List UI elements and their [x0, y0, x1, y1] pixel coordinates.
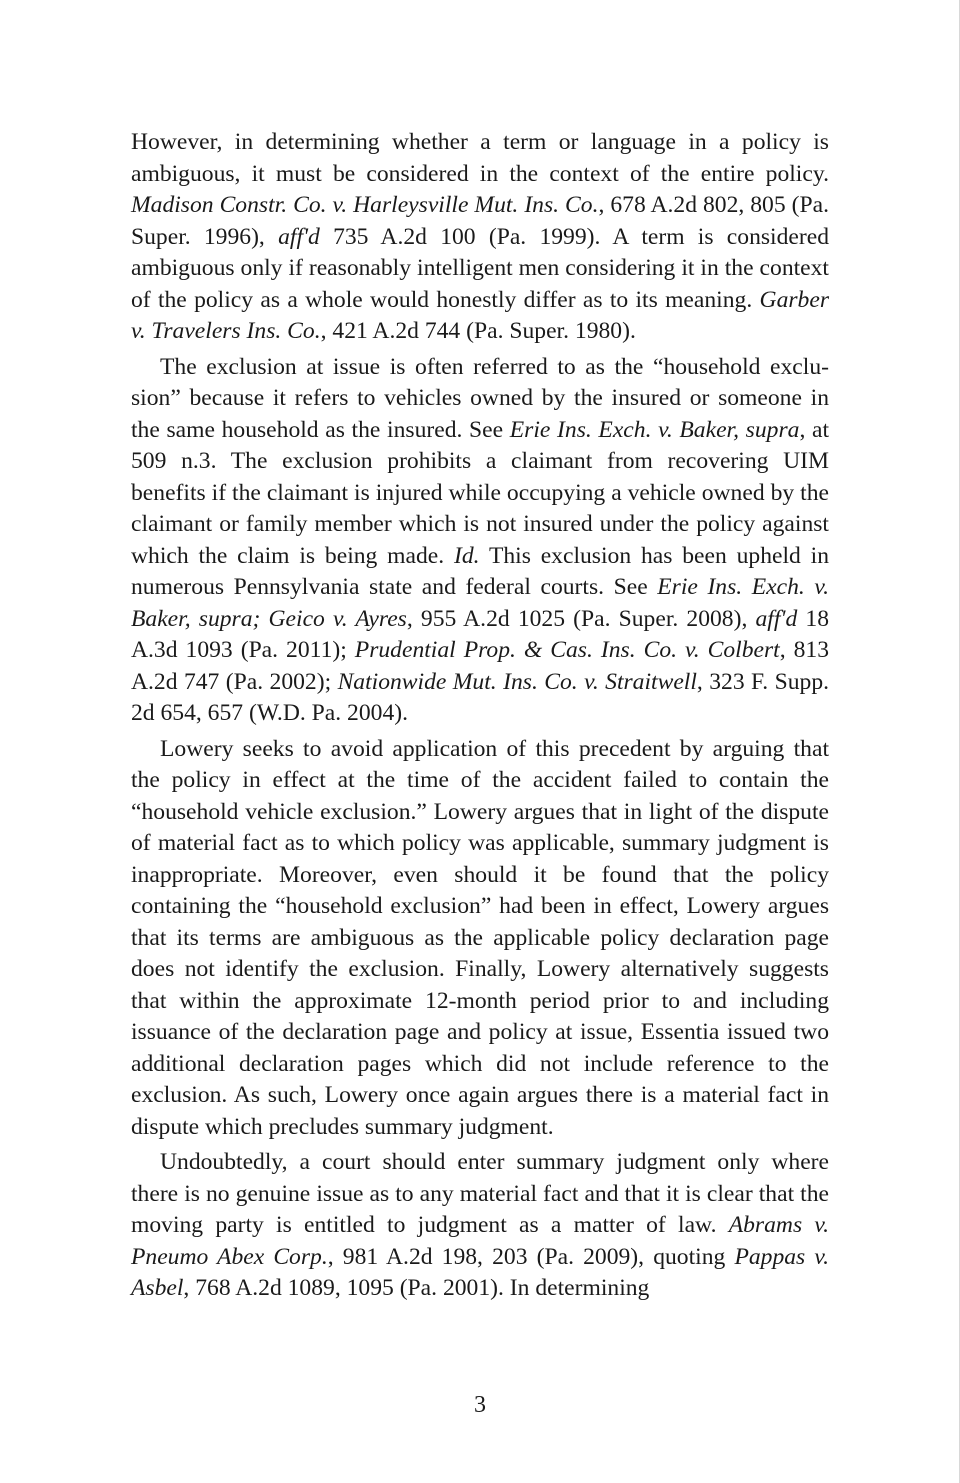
case-citation: aff'd — [755, 605, 798, 632]
case-citation: Pappas v. Asbel — [131, 1243, 829, 1301]
case-citation: Nationwide Mut. Ins. Co. v. Straitwell — [337, 668, 697, 695]
body-text — [131, 127, 829, 1305]
case-citation: Madison Constr. Co. v. Harleysville Mut. Ins. Co. — [131, 192, 599, 218]
paragraph-1: However, in determining whether a term or language in a policy is ambiguous, it must be considered in the context of the entire policy. Madison Constr. Co. v. Harleysville Mut. Ins. Co., 678 A.2d 802, 805 (Pa. Super. 1996), aff'd 735 A.2d 100 (Pa. 1999). A term is considered ambiguous only if reasonably intelligent men considering it in the context of the policy as a whole would honestly differ as to its meaning. Garber v. Travelers Ins. Co., 421 A.2d 744 (Pa. Super. 1980). — [131, 129, 829, 344]
case-citation: Abrams v. Pneumo Abex Corp. — [131, 1212, 829, 1270]
paragraph-3: Lowery seeks to avoid application of this precedent by arguing that the policy in effect at the time of the accident failed to contain the “household vehicle exclusion.” Lowery argues that in light of the dispute of material fact as to which policy was applicable, summary judgment is inappropriate. Moreover, even should it be found that the policy containing the “household exclusion” had been in effect, Lowery argues that its terms are ambiguous as the applicable policy declaration page does not identify the exclusion. Finally, Lowery alternatively suggests that within the approximate 12-month period prior to and including issuance of the declaration page and policy at issue, Essentia issued two additional declaration pages which did not include reference to the exclusion. As such, Lowery once again argues there is a material fact in dispute which precludes summary judgment. — [131, 735, 829, 1140]
case-citation: Erie Ins. Exch. v. Baker, supra — [509, 416, 800, 443]
paragraph-4: Undoubtedly, a court should enter summary judgment only where there is no genuine issue as to any material fact and that it is clear that the moving party is entitled to judgment as a matter of law. Abrams v. Pneumo Abex Corp., 981 A.2d 198, 203 (Pa. 2009), quoting Pappas v. Asbel, 768 A.2d 1089, 1095 (Pa. 2001). In determining — [131, 1149, 829, 1301]
case-citation: aff'd — [278, 223, 320, 250]
case-citation: Id. — [453, 542, 480, 569]
case-citation: Prudential Prop. & Cas. Ins. Co. v. Colbert — [354, 637, 780, 663]
page-number: 3 — [474, 1392, 486, 1418]
case-citation: Erie Ins. Exch. v. Baker, supra; Geico v. Ayres — [131, 574, 829, 632]
paragraph-2: The exclusion at issue is often referred to as the “household exclusion” because it refers to vehicles owned by the insured or someone in the same household as the insured. See Erie Ins. Exch. v. Baker, supra, at 509 n.3. The exclusion prohibits a claimant from recovering UIM benefits if the claimant is injured while occupying a vehicle owned by the claimant or family member which is not insured under the policy against which the claim is being made. Id. This exclusion has been upheld in numerous Pennsylvania state and federal courts. See Erie Ins. Exch. v. Baker, supra; Geico v. Ayres, 955 A.2d 1025 (Pa. Super. 2008), aff'd 18 A.3d 1093 (Pa. 2011); Prudential Prop. & Cas. Ins. Co. v. Colbert, 813 A.2d 747 (Pa. 2002); Nationwide Mut. Ins. Co. v. Straitwell, 323 F. Supp. 2d 654, 657 (W.D. Pa. 2004). — [131, 353, 830, 726]
case-citation: Garber v. Travelers Ins. Co. — [131, 286, 829, 344]
